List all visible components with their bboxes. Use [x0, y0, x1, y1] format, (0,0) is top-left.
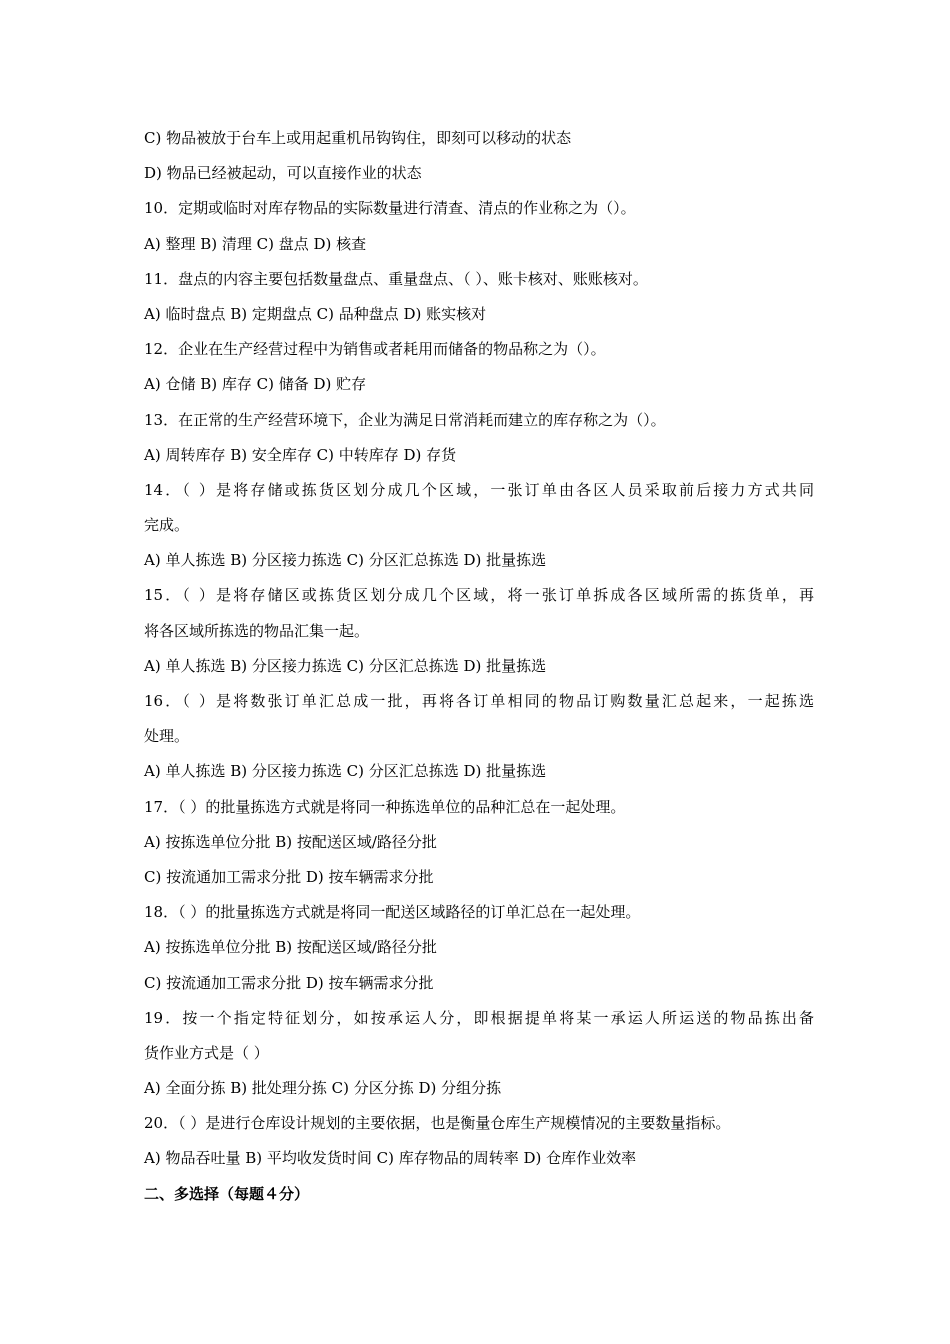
question-10: 10．定期或临时对库存物品的实际数量进行清查、清点的作业称之为（）。	[144, 199, 636, 218]
question-15-continued: 将各区域所拣选的物品汇集一起。	[144, 621, 370, 640]
options-19: A) 全面分拣 B) 批处理分拣 C) 分区分拣 D) 分组分拣	[144, 1079, 502, 1098]
question-13: 13．在正常的生产经营环境下，企业为满足日常消耗而建立的库存称之为（）。	[144, 410, 666, 429]
question-19-continued: 货作业方式是（ ）	[144, 1043, 269, 1062]
section-heading: 二、多选择（每题４分）	[144, 1184, 310, 1203]
question-18: 18．（ ）的批量拣选方式就是将同一配送区域路径的订单汇总在一起处理。	[144, 903, 641, 922]
options-17-line-2: C) 按流通加工需求分批 D) 按车辆需求分批	[144, 867, 434, 886]
question-14: 14．（ ）是将存储或拣货区划分成几个区域，一张订单由各区人员采取前后接力方式共同	[144, 480, 814, 499]
options-10: A) 整理 B) 清理 C) 盘点 D) 核查	[144, 234, 367, 253]
question-20: 20．（ ）是进行仓库设计规划的主要依据，也是衡量仓库生产规模情况的主要数量指标。	[144, 1114, 731, 1133]
options-12: A) 仓储 B) 库存 C) 储备 D) 贮存	[144, 375, 367, 394]
question-12: 12．企业在生产经营过程中为销售或者耗用而储备的物品称之为（）。	[144, 340, 606, 359]
question-19: 19．按一个指定特征划分，如按承运人分，即根据提单将某一承运人所运送的物品拣出备	[144, 1008, 814, 1027]
options-18-line-2: C) 按流通加工需求分批 D) 按车辆需求分批	[144, 973, 434, 992]
question-11: 11．盘点的内容主要包括数量盘点、重量盘点、（ ）、账卡核对、账账核对。	[144, 269, 648, 288]
option-line: D) 物品已经被起动，可以直接作业的状态	[144, 164, 422, 183]
question-list	[144, 121, 814, 1212]
options-13: A) 周转库存 B) 安全库存 C) 中转库存 D) 存货	[144, 445, 457, 464]
options-17-line-1: A) 按拣选单位分批 B) 按配送区域/路径分批	[144, 832, 437, 851]
question-16: 16．（ ）是将数张订单汇总成一批，再将各订单相同的物品订购数量汇总起来，一起拣选	[144, 692, 814, 710]
options-14: A) 单人拣选 B) 分区接力拣选 C) 分区汇总拣选 D) 批量拣选	[144, 551, 547, 570]
question-16-continued: 处理。	[144, 727, 190, 746]
options-18-line-1: A) 按拣选单位分批 B) 按配送区域/路径分批	[144, 938, 437, 957]
question-17: 17．（ ）的批量拣选方式就是将同一种拣选单位的品种汇总在一起处理。	[144, 797, 626, 816]
option-line: C) 物品被放于台车上或用起重机吊钩钩住，即刻可以移动的状态	[144, 129, 572, 147]
options-16: A) 单人拣选 B) 分区接力拣选 C) 分区汇总拣选 D) 批量拣选	[144, 762, 547, 781]
options-15: A) 单人拣选 B) 分区接力拣选 C) 分区汇总拣选 D) 批量拣选	[144, 656, 547, 675]
question-15: 15．（ ）是将存储区或拣货区划分成几个区域，将一张订单拆成各区域所需的拣货单，再	[144, 586, 814, 605]
question-14-continued: 完成。	[144, 516, 190, 535]
options-20: A) 物品吞吐量 B) 平均收发货时间 C) 库存物品的周转率 D) 仓库作业效率	[144, 1149, 637, 1168]
options-11: A) 临时盘点 B) 定期盘点 C) 品种盘点 D) 账实核对	[144, 304, 487, 323]
